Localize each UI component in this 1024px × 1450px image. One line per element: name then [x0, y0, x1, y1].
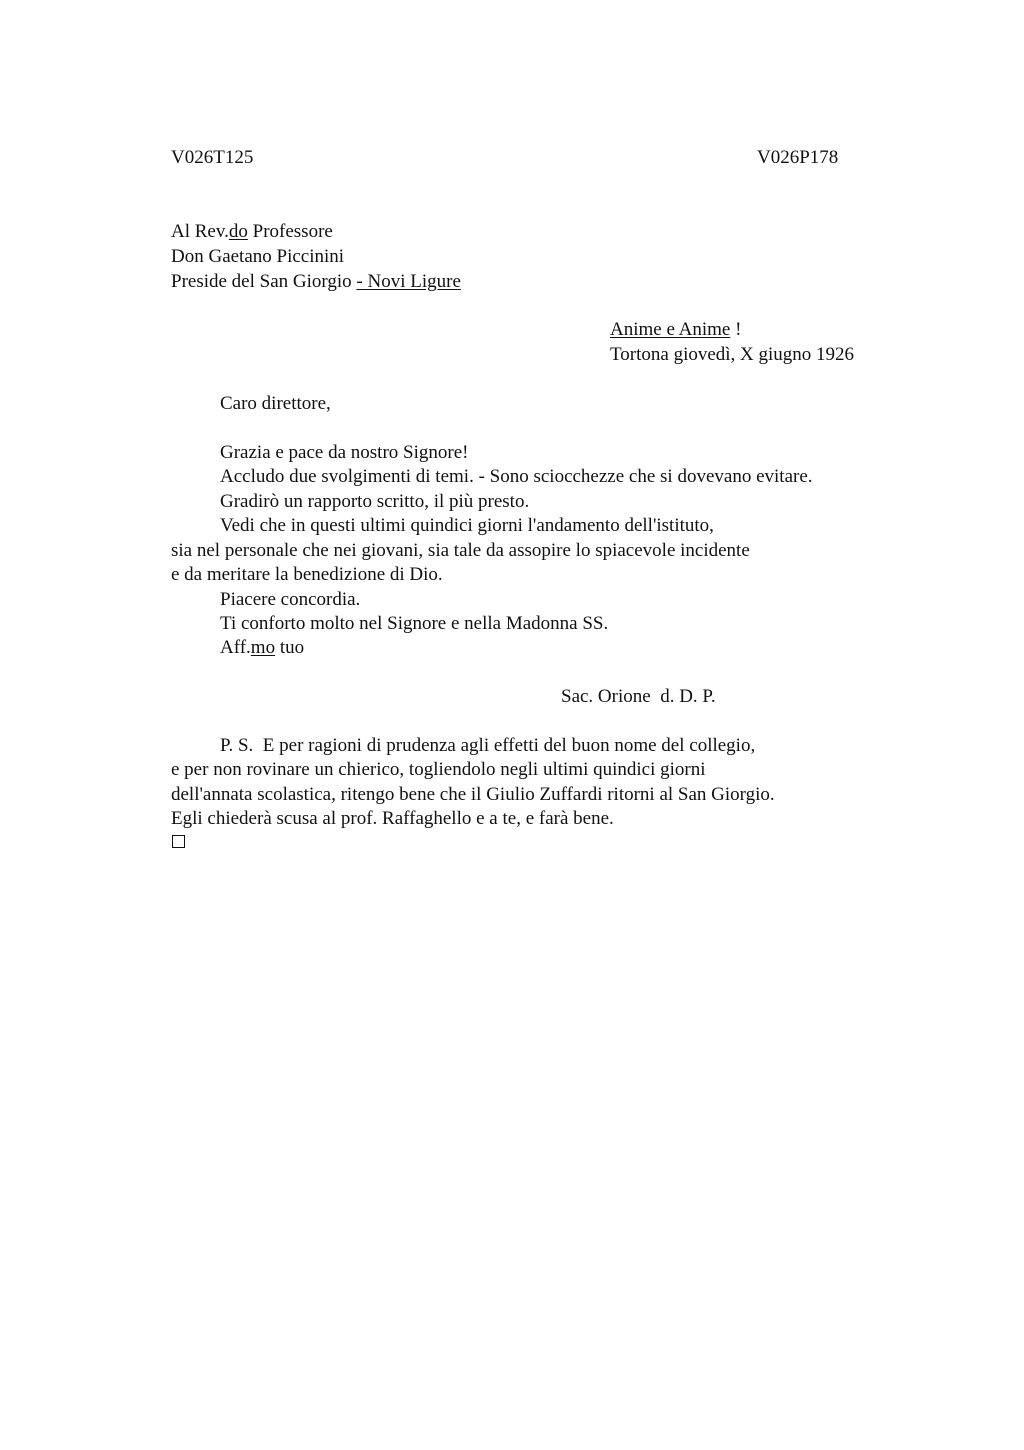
- closing-prefix: Aff.: [220, 637, 251, 658]
- closing-line: [220, 636, 304, 660]
- end-of-document-box: [172, 835, 185, 848]
- body-line: Grazia e pace da nostro Signore!: [220, 442, 469, 463]
- addressee-title-abbrev: do: [228, 221, 248, 242]
- closing-abbrev: mo: [250, 637, 276, 658]
- addressee-line-3: [171, 270, 461, 294]
- postscript-line: dell'annata scolastica, ritengo bene che il Giulio Zuffardi ritorni al San Giorgio.: [171, 784, 775, 805]
- body-line: Piacere concordia.: [220, 589, 361, 610]
- body-line: Vedi che in questi ultimi quindici giorni l'andamento dell'istituto,: [220, 515, 714, 536]
- body-line: Accludo due svolgimenti di temi. - Sono sciocchezze che si dovevano evitare.: [220, 466, 813, 487]
- document-code-right: V026P178: [757, 147, 839, 168]
- motto-text: Anime e Anime: [610, 319, 731, 340]
- addressee-title-prefix: Al Rev.: [171, 221, 229, 242]
- salutation: Caro direttore,: [220, 393, 331, 414]
- motto-line: [610, 318, 741, 342]
- addressee-line-1: [171, 220, 333, 244]
- postscript-line: e per non rovinare un chierico, togliendolo negli ultimi quindici giorni: [171, 759, 706, 780]
- place-date: Tortona giovedì, X giugno 1926: [610, 344, 855, 365]
- body-line: sia nel personale che nei giovani, sia tale da assopire lo spiacevole incidente: [171, 540, 750, 561]
- addressee-title-suffix: Professore: [247, 221, 333, 242]
- postscript-line: P. S. E per ragioni di prudenza agli effetti del buon nome del collegio,: [220, 735, 756, 756]
- motto-suffix: !: [730, 319, 742, 340]
- postscript-line: Egli chiederà scusa al prof. Raffaghello e a te, e farà bene.: [171, 808, 614, 829]
- addressee-line-2: Don Gaetano Piccinini: [171, 246, 345, 267]
- document-code-left: V026T125: [171, 147, 254, 168]
- body-line: e da meritare la benedizione di Dio.: [171, 564, 443, 585]
- addressee-town: - Novi Ligure: [356, 271, 461, 292]
- signature: Sac. Orione d. D. P.: [561, 686, 716, 707]
- body-line: Ti conforto molto nel Signore e nella Madonna SS.: [220, 613, 609, 634]
- body-line: Gradirò un rapporto scritto, il più presto.: [220, 491, 530, 512]
- addressee-school: Preside del San Giorgio: [171, 271, 357, 292]
- closing-suffix: tuo: [275, 637, 305, 658]
